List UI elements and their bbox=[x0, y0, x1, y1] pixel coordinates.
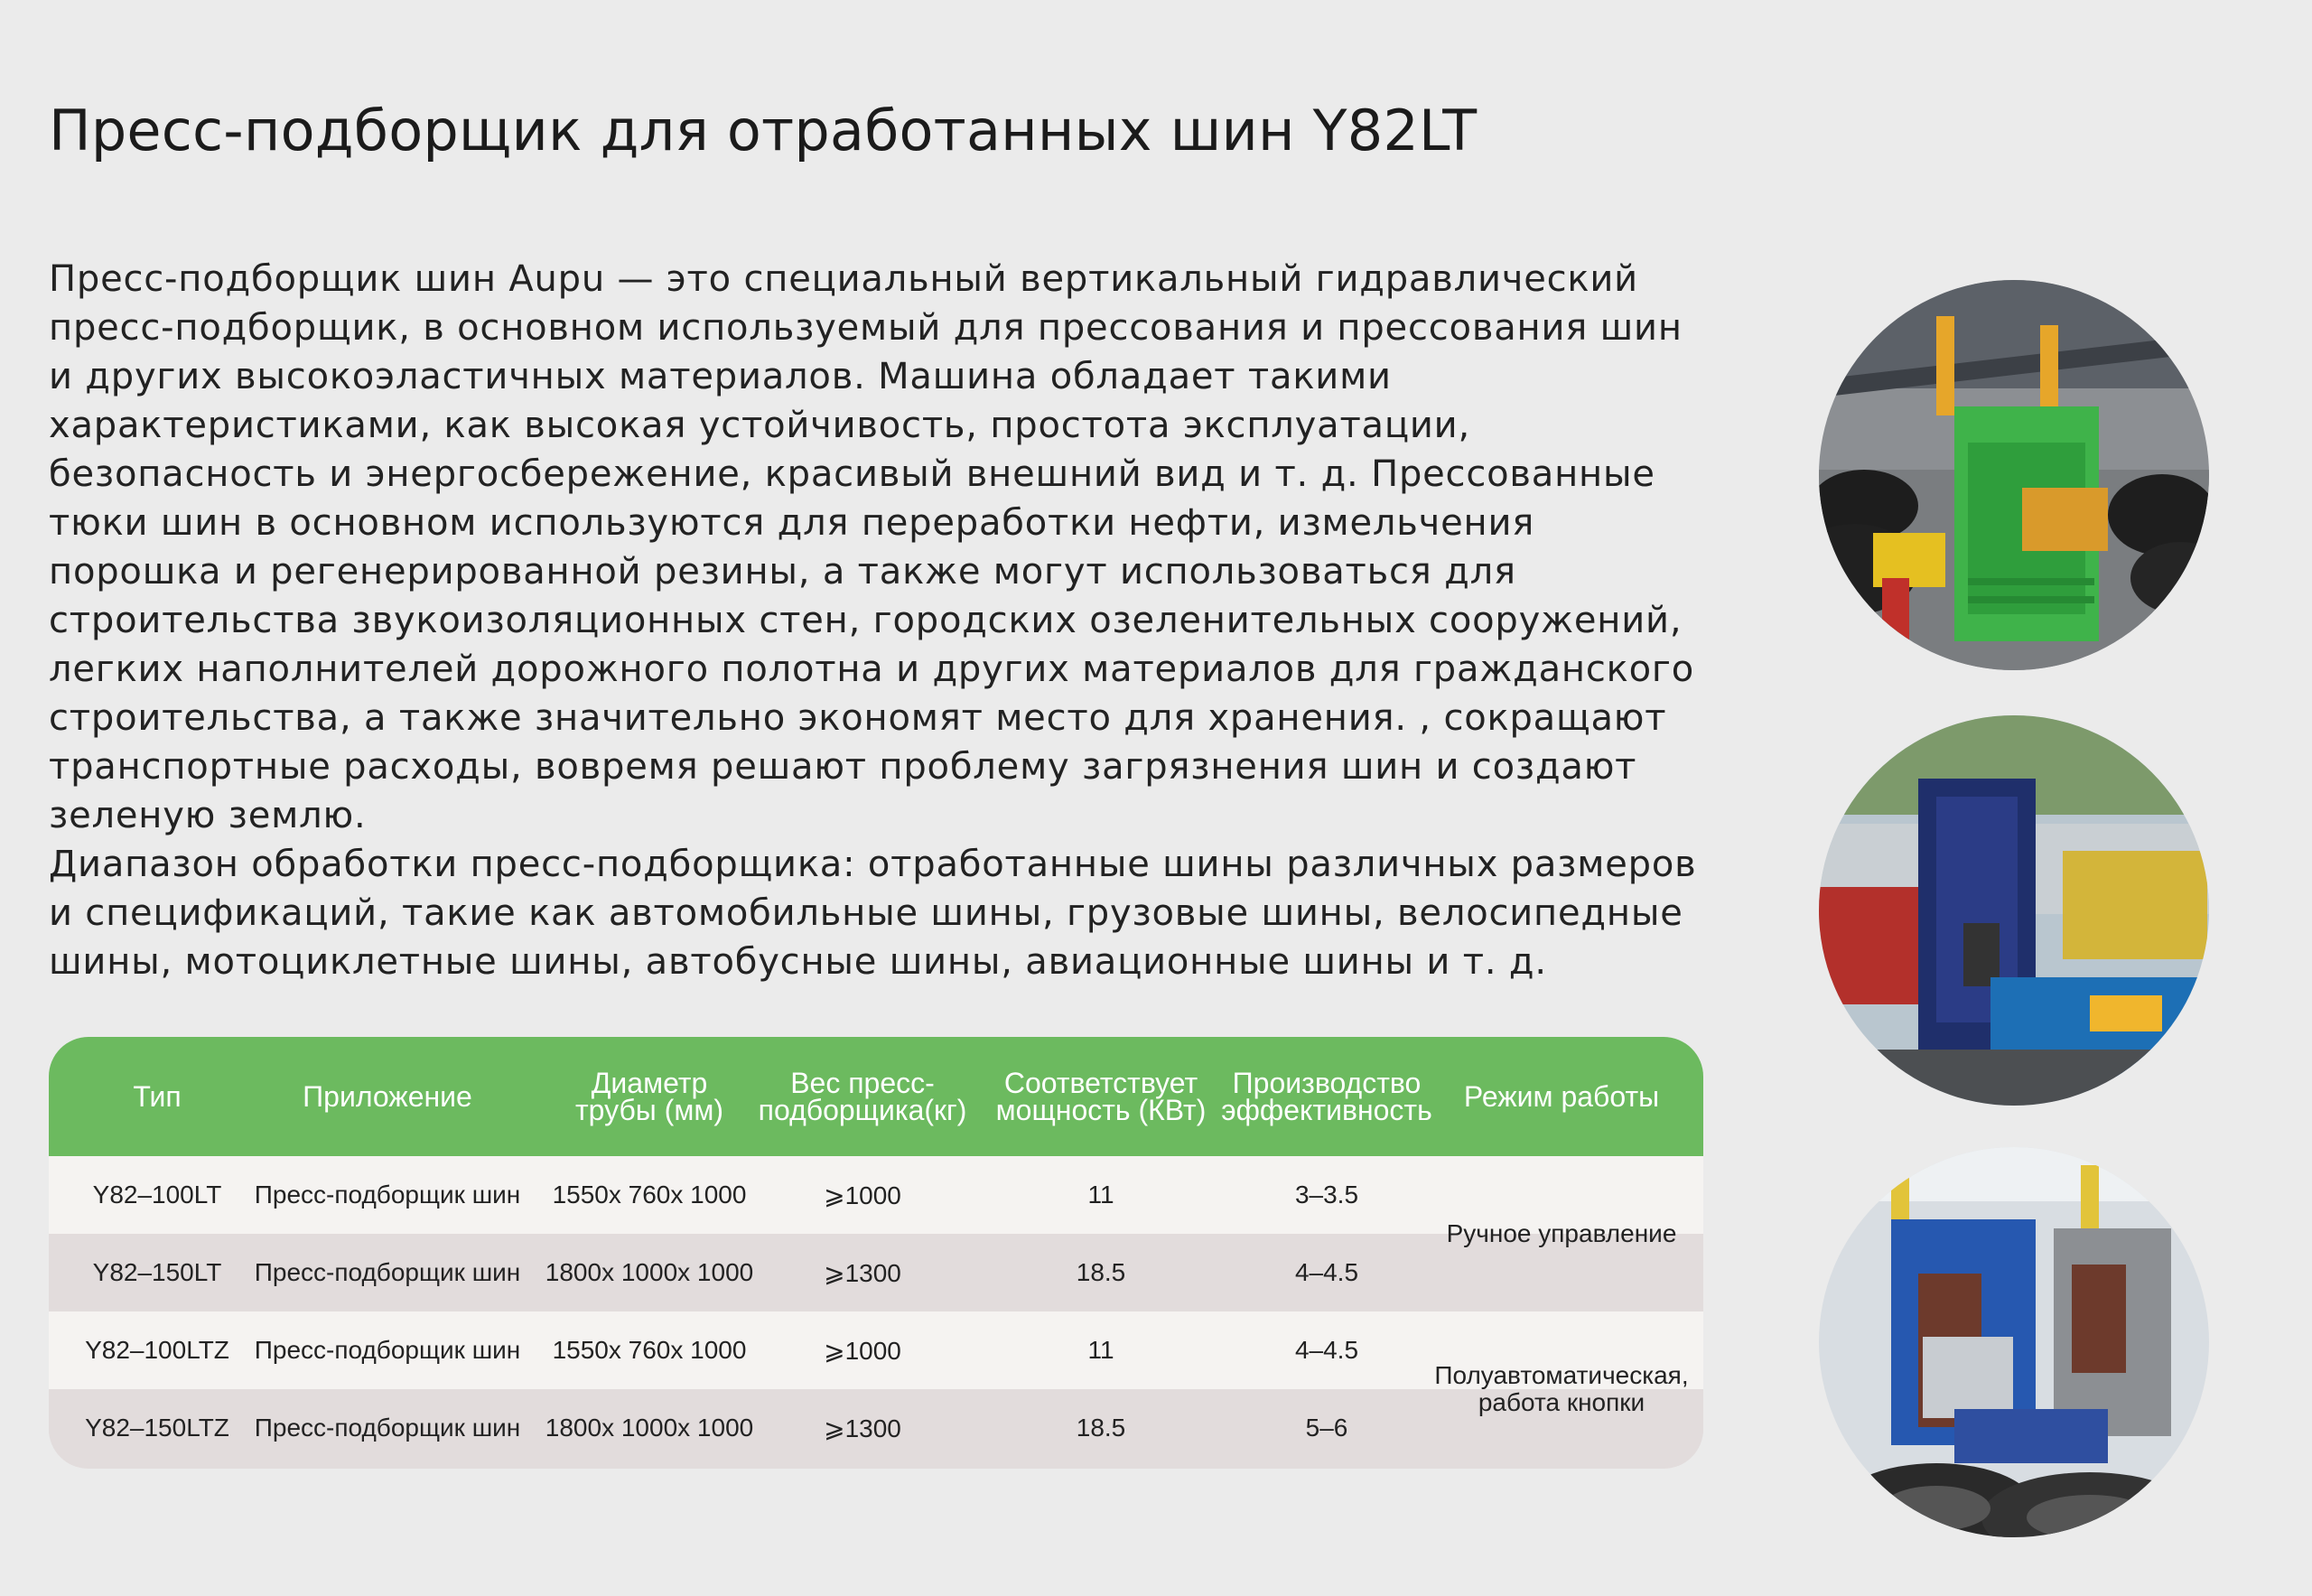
header-diameter: Диаметр трубы (мм) bbox=[575, 1067, 723, 1126]
photo-green-baler bbox=[1819, 280, 2209, 670]
cell-application: Пресс-подборщик шин bbox=[254, 1336, 521, 1364]
page-title: Пресс-подборщик для отработанных шин Y82LT bbox=[49, 98, 1478, 163]
cell-type: Y82–100LT bbox=[92, 1181, 222, 1209]
table-header bbox=[49, 1037, 1703, 1156]
cell-diameter: 1550x 760x 1000 bbox=[552, 1336, 747, 1364]
cell-power: 11 bbox=[1087, 1181, 1114, 1209]
cell-productivity: 4–4.5 bbox=[1294, 1336, 1359, 1364]
header-application: Приложение bbox=[303, 1080, 472, 1113]
cell-weight: ⩾1000 bbox=[824, 1336, 901, 1365]
cell-productivity: 4–4.5 bbox=[1294, 1258, 1359, 1286]
photo-indoor-baler bbox=[1819, 1147, 2209, 1537]
header-power: Соответствует мощность (КВт) bbox=[995, 1067, 1207, 1126]
cell-type: Y82–150LTZ bbox=[85, 1414, 229, 1442]
cell-diameter: 1800x 1000x 1000 bbox=[545, 1258, 754, 1286]
cell-diameter: 1550x 760x 1000 bbox=[552, 1181, 747, 1209]
header-type: Тип bbox=[133, 1080, 182, 1113]
header-weight: Вес пресс- подборщика(кг) bbox=[758, 1067, 967, 1126]
cell-power: 11 bbox=[1087, 1336, 1114, 1364]
cell-application: Пресс-подборщик шин bbox=[254, 1258, 521, 1286]
description bbox=[49, 255, 1701, 986]
description-paragraph-2: Диапазон обработки пресс-подборщика: отработанные шины различных размеров и спецификаций, такие как автомобильные шины, грузовые шины, велосипедные шины, мотоциклетные шины, автобусные шины, авиационные шины и т. д. bbox=[49, 844, 1697, 983]
description-paragraph-1: Пресс-подборщик шин Aupu — это специальный вертикальный гидравлический пресс-подборщик, в основном используемый для прессования и прессования шин и других высокоэластичных материалов. Машина обладает такими характеристиками, как высокая устойчивость, простота эксплуатации, безопасность и энергосбережение, красивый внешний вид и т. д. Прессованные тюки шин в основном используются для переработки нефти, измельчения порошка и регенерированной резины, а также могут использоваться для строительства звукоизоляционных стен, городских озеленительных сооружений, легких наполнителей дорожного полотна и других материалов для гражданского строительства, а также значительно экономят место для хранения. , сокращают транспортные расходы, вовремя решают проблему загрязнения шин и создают зеленую землю. bbox=[49, 258, 1694, 836]
header-mode: Режим работы bbox=[1463, 1080, 1660, 1113]
mode-semi-auto: Полуавтоматическая, работа кнопки bbox=[1434, 1361, 1689, 1416]
cell-power: 18.5 bbox=[1076, 1414, 1126, 1442]
cell-application: Пресс-подборщик шин bbox=[254, 1414, 521, 1442]
photo-blue-baler bbox=[1819, 715, 2209, 1106]
cell-type: Y82–100LTZ bbox=[85, 1336, 229, 1364]
cell-weight: ⩾1300 bbox=[824, 1258, 901, 1287]
cell-weight: ⩾1000 bbox=[824, 1181, 901, 1209]
header-productivity: Производство эффективность bbox=[1221, 1067, 1432, 1126]
cell-application: Пресс-подборщик шин bbox=[254, 1181, 521, 1209]
cell-productivity: 3–3.5 bbox=[1294, 1181, 1359, 1209]
mode-manual: Ручное управление bbox=[1446, 1219, 1677, 1247]
cell-diameter: 1800x 1000x 1000 bbox=[545, 1414, 754, 1442]
cell-weight: ⩾1300 bbox=[824, 1414, 901, 1442]
cell-type: Y82–150LT bbox=[92, 1258, 222, 1286]
cell-power: 18.5 bbox=[1076, 1258, 1126, 1286]
spec-table bbox=[49, 1037, 1703, 1469]
cell-productivity: 5–6 bbox=[1305, 1414, 1348, 1442]
